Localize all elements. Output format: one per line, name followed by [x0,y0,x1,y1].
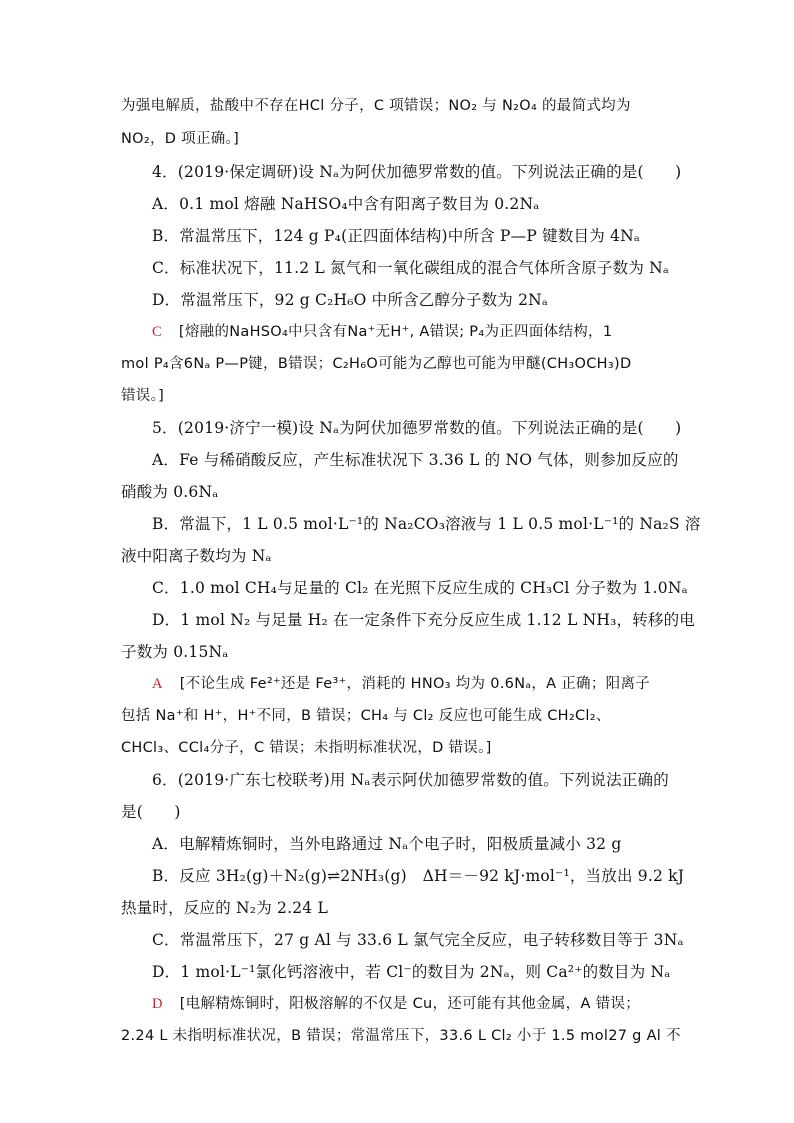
text-line: 子数为 0.15Nₐ [121,643,229,661]
question-5-option-d: D．1 mol N₂ 与足量 H₂ 在一定条件下充分反应生成 1.12 L NH₃，转移的电 [152,611,695,629]
explanation-text: [电解精炼铜时，阳极溶解的不仅是 Cu，还可能有其他金属，A 错误； [179,996,641,1012]
text-line: 硝酸为 0.6Nₐ [121,483,219,501]
question-4-option-b: B．常温常压下，124 g P₄(正四面体结构)中所含 P—P 键数目为 4Nₐ [152,227,641,245]
question-5-option-a: A．Fe 与稀硝酸反应，产生标准状况下 3.36 L 的 NO 气体，则参加反应的 [152,451,679,469]
question-5-option-b: B．常温下，1 L 0.5 mol·L⁻¹的 Na₂CO₃溶液与 1 L 0.5 mol·L⁻¹的 Na₂S 溶 [152,515,701,533]
text-line: NO₂，D 项正确。] [121,131,240,147]
answer-key: D [152,996,163,1012]
text-line: 包括 Na⁺和 H⁺，H⁺不同，B 错误；CH₄ 与 Cl₂ 反应也可能生成 CH₂Cl₂、 [121,708,611,724]
question-6-option-d: D．1 mol·L⁻¹氯化钙溶液中，若 Cl⁻的数目为 2Nₐ，则 Ca²⁺的数目为 Nₐ [152,963,671,981]
explanation-text: [熔融的NaHSO₄中只含有Na⁺无H⁺, A错误; P₄为正四面体结构，1 [178,324,613,340]
question-6-option-c: C．常温常压下，27 g Al 与 33.6 L 氯气完全反应，电子转移数目等于 3Nₐ [152,931,684,949]
text-line: CHCl₃、CCl₄分子，C 错误；未指明标准状况，D 错误。] [121,740,492,756]
question-4-stem: 4．(2019·保定调研)设 Nₐ为阿伏加德罗常数的值。下列说法正确的是( ) [152,163,682,181]
question-6-option-b: B．反应 3H₂(g)＋N₂(g)⇌2NH₃(g) ΔH＝－92 kJ·mol⁻¹，当放出 9.2 kJ [152,867,685,885]
answer-key: C [152,324,162,340]
text-line: mol P₄含6Nₐ P—P键，B错误；C₂H₆O可能为乙醇也可能为甲醚(CH₃OCH₃)D [121,356,632,372]
answer-key: A [152,676,163,692]
question-6-stem: 6．(2019·广东七校联考)用 Nₐ表示阿伏加德罗常数的值。下列说法正确的 [152,771,669,789]
text-line: 错误。] [121,388,165,404]
question-4-explanation [152,322,612,342]
question-6-option-a: A．电解精炼铜时，当外电路通过 Nₐ个电子时，阳极质量减小 32 g [152,835,622,853]
question-4-option-d: D．常温常压下，92 g C₂H₆O 中所含乙醇分子数为 2Nₐ [152,291,549,309]
text-line: 热量时，反应的 N₂为 2.24 L [121,899,328,917]
text-line: 为强电解质，盐酸中不存在HCl 分子，C 项错误；NO₂ 与 N₂O₄ 的最简式均为 [121,98,631,114]
question-6-explanation [152,994,640,1014]
text-line: 2.24 L 未指明标准状况，B 错误；常温常压下，33.6 L Cl₂ 小于 1.5 mol27 g Al 不 [121,1028,681,1044]
explanation-text: [不论生成 Fe²⁺还是 Fe³⁺，消耗的 HNO₃ 均为 0.6Nₐ，A 正确；阳离子 [179,676,651,692]
question-5-option-c: C．1.0 mol CH₄与足量的 Cl₂ 在光照下反应生成的 CH₃Cl 分子数为 1.0Nₐ [152,579,688,597]
question-4-option-a: A．0.1 mol 熔融 NaHSO₄中含有阳离子数目为 0.2Nₐ [152,195,540,213]
question-5-explanation [152,674,650,694]
text-line: 液中阳离子数均为 Nₐ [121,547,272,565]
text-line: 是( ) [121,803,181,821]
question-5-stem: 5．(2019·济宁一模)设 Nₐ为阿伏加德罗常数的值。下列说法正确的是( ) [152,419,682,437]
question-4-option-c: C．标准状况下，11.2 L 氮气和一氧化碳组成的混合气体所含原子数为 Nₐ [152,259,670,277]
